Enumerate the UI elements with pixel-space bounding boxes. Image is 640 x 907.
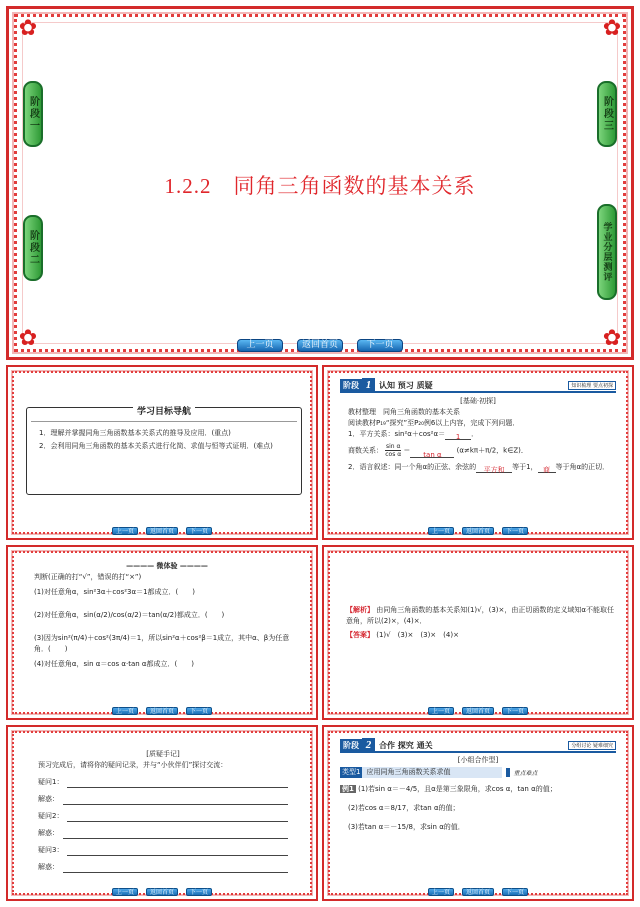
- section-label: [基础·初探]: [460, 397, 496, 405]
- stage-badge: 阶段: [340, 739, 362, 752]
- home-button[interactable]: 返回首页: [146, 888, 178, 896]
- home-button[interactable]: 返回首页: [146, 527, 178, 535]
- stage-number: 2: [362, 738, 375, 752]
- answer-row: [38, 828, 288, 839]
- type-header: [340, 767, 616, 778]
- stage-number: 1: [362, 378, 375, 392]
- answer-fill: 1: [455, 433, 461, 441]
- write-in-line[interactable]: [63, 794, 288, 805]
- example-part-3: (3)若tan α＝－15/8，求sin α的值．: [348, 823, 465, 831]
- notes-rows: [38, 777, 288, 873]
- analysis-label: 【解析】: [346, 606, 374, 614]
- next-page-button[interactable]: 下一页: [502, 707, 528, 715]
- instruction: 预习完成后，请将你的疑问记录，并与“小伙伴们”探讨交流：: [38, 761, 228, 769]
- slide-nav: [8, 707, 316, 715]
- home-button[interactable]: 返回首页: [462, 707, 494, 715]
- goals-box: [26, 407, 302, 495]
- answer-fill: 平方和: [483, 466, 505, 474]
- write-in-line[interactable]: [67, 777, 288, 788]
- example-part-2: (2)若cos α＝8/17，求tan α的值；: [348, 804, 460, 812]
- question-row: [38, 777, 288, 788]
- question-row: [38, 811, 288, 822]
- corner-ornament: ✿: [18, 15, 38, 40]
- prev-page-button[interactable]: 上一页: [112, 707, 138, 715]
- home-button[interactable]: 返回首页: [462, 527, 494, 535]
- home-button[interactable]: 返回首页: [297, 339, 343, 352]
- stage-tag: 分组讨论 疑难细究: [568, 741, 616, 750]
- next-page-button[interactable]: 下一页: [357, 339, 403, 352]
- answer-row: [38, 862, 288, 873]
- next-page-button[interactable]: 下一页: [186, 888, 212, 896]
- prev-page-button[interactable]: 上一页: [428, 888, 454, 896]
- lesson-title: 1.2.2 同角三角函数的基本关系: [164, 174, 476, 198]
- goal-item: 1．理解并掌握同角三角函数基本关系式的推导及应用．(重点): [39, 429, 231, 437]
- answer-label: 【答案】: [346, 631, 374, 639]
- prev-page-button[interactable]: 上一页: [428, 707, 454, 715]
- stage-title: 认知 预习 质疑: [379, 380, 433, 390]
- slide-analysis[interactable]: [322, 545, 634, 720]
- stage-header: [340, 379, 616, 393]
- section-heading: ———— 微体验 ————: [126, 562, 208, 570]
- corner-ornament: ✿: [602, 15, 622, 40]
- answer-fill: 商: [543, 466, 551, 474]
- answer-fill: tan α: [423, 451, 442, 459]
- analysis-text: 【解析】 由同角三角函数的基本关系知(1)√，(3)×，由正切函数的定义域知α不能取任意角，所以(2)×，(4)×．: [346, 606, 615, 625]
- question-3: (3)因为sin²(π/4)＋cos²(3π/4)＝1，所以sin²α＋cos²β＝1成立，其中α、β为任意角．( ): [34, 634, 290, 653]
- stage-header: [340, 739, 616, 753]
- slide-nav: [8, 527, 316, 535]
- stage-tag: 知识梳理 要点初探: [568, 381, 616, 390]
- stage-title: 合作 探究 通关: [379, 740, 433, 750]
- write-in-line[interactable]: [67, 811, 288, 822]
- prev-page-button[interactable]: 上一页: [112, 527, 138, 535]
- question-row: [38, 845, 288, 856]
- row-label: 解惑：: [38, 829, 59, 837]
- corner-ornament: ✿: [602, 325, 622, 350]
- verbal-statement: 2．语言叙述：同一个角α的正弦、余弦的 平方和 等于1， 商 等于角α的正切．: [348, 463, 610, 474]
- section-label: [小组合作型]: [457, 756, 499, 764]
- row-label: 疑问3：: [38, 846, 64, 854]
- notes-heading: [质疑手记]: [146, 750, 180, 758]
- next-page-button[interactable]: 下一页: [186, 527, 212, 535]
- slide-question-notes[interactable]: [6, 725, 318, 901]
- tab-stage-3[interactable]: 阶段三: [597, 81, 617, 147]
- row-label: 解惑：: [38, 795, 59, 803]
- slide-stage-2[interactable]: [322, 725, 634, 901]
- row-label: 疑问2：: [38, 812, 64, 820]
- tab-assessment[interactable]: 学业分层测评: [597, 204, 617, 300]
- type-title: 应用同角三角函数关系求值: [362, 767, 502, 778]
- instruction: 阅读教材P₁₉“探究”至P₂₀例6以上内容，完成下列问题．: [348, 419, 520, 427]
- row-label: 疑问1：: [38, 778, 64, 786]
- goals-heading: 学习目标导航: [27, 401, 301, 419]
- corner-ornament: ✿: [18, 325, 38, 350]
- answer-text: 【答案】 (1)√ (3)× (3)× (4)×: [346, 631, 459, 639]
- type-label: 类型1: [342, 768, 361, 776]
- goal-item: 2．会利用同角三角函数的基本关系式进行化简、求值与恒等式证明．(难点): [39, 442, 273, 450]
- answer-row: [38, 794, 288, 805]
- slide-stage-1[interactable]: [322, 365, 634, 540]
- slide-title[interactable]: [6, 6, 634, 360]
- slide-nav: [324, 707, 632, 715]
- prev-page-button[interactable]: 上一页: [112, 888, 138, 896]
- home-button[interactable]: 返回首页: [462, 888, 494, 896]
- topic-line: 教材整理 同角三角函数的基本关系: [348, 408, 460, 416]
- instruction: 判断(正确的打“√”，错误的打“×”): [34, 573, 142, 581]
- slide-learning-goals[interactable]: [6, 365, 318, 540]
- question-1: (1)对任意角α，sin²3α＋cos²3α＝1都成立．( ): [34, 588, 195, 596]
- type-tag: 重点难点: [506, 768, 540, 777]
- write-in-line[interactable]: [63, 862, 288, 873]
- slide-micro-experience[interactable]: [6, 545, 318, 720]
- question-2: (2)对任意角α，sin(α/2)/cos(α/2)＝tan(α/2)都成立．( ): [34, 611, 225, 619]
- slide-nav: [324, 527, 632, 535]
- write-in-line[interactable]: [63, 828, 288, 839]
- slide-nav: [8, 888, 316, 896]
- example-label: 例1: [342, 785, 354, 793]
- stage-badge: 阶段: [340, 379, 362, 392]
- write-in-line[interactable]: [67, 845, 288, 856]
- main-nav: [9, 339, 631, 352]
- question-4: (4)对任意角α，sin α＝cos α·tan α都成立．( ): [34, 660, 195, 668]
- tab-stage-2[interactable]: 阶段二: [23, 215, 43, 281]
- next-page-button[interactable]: 下一页: [502, 527, 528, 535]
- prev-page-button[interactable]: 上一页: [428, 527, 454, 535]
- row-label: 解惑：: [38, 863, 59, 871]
- example-1: 例1 (1)若sin α＝－4/5，且α是第三象限角，求cos α，tan α的值；: [342, 785, 557, 793]
- next-page-button[interactable]: 下一页: [502, 888, 528, 896]
- prev-page-button[interactable]: 上一页: [237, 339, 283, 352]
- slide-nav: [324, 888, 632, 896]
- quotient-relation: 商数关系： sin α cos α ＝tan α (α≠kπ＋π/2，k∈Z)．: [348, 443, 528, 459]
- next-page-button[interactable]: 下一页: [186, 707, 212, 715]
- tab-stage-1[interactable]: 阶段一: [23, 81, 43, 147]
- square-relation: 1．平方关系：sin²α＋cos²α＝ 1 ．: [348, 430, 479, 441]
- home-button[interactable]: 返回首页: [146, 707, 178, 715]
